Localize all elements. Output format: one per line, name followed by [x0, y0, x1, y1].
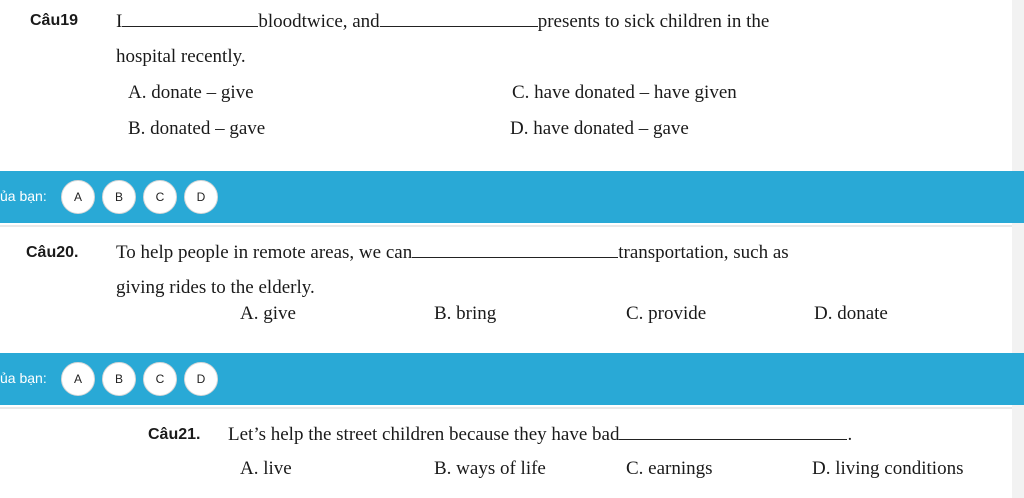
answer-choice-c[interactable]: C	[143, 180, 177, 214]
q20-number: Câu20.	[26, 244, 79, 261]
q21-option-b: B. ways of life	[434, 458, 546, 479]
answer-choice-d[interactable]: D	[184, 362, 218, 396]
q21-stem-start: Let’s help the street children because they have bad	[228, 424, 620, 445]
q19-blank-1	[122, 10, 258, 27]
q21-option-c: C. earnings	[626, 458, 713, 479]
divider	[0, 407, 1012, 409]
q20-option-a: A. give	[240, 303, 296, 324]
q19-number: Câu19	[30, 12, 79, 29]
answer-band-q20	[0, 353, 1024, 405]
q19-blank-2	[380, 10, 538, 27]
q20-option-b: B. bring	[434, 303, 497, 324]
q19-stem-start: I	[116, 11, 123, 32]
answer-band-label: ủa bạn:	[0, 188, 47, 204]
answer-choice-a[interactable]: A	[61, 180, 95, 214]
q19-stem-end: presents to sick children in the	[537, 11, 770, 32]
q19-stem-line2: hospital recently.	[116, 46, 246, 67]
answer-band-q19	[0, 171, 1024, 223]
q20-stem-line1	[116, 241, 789, 264]
q19-option-d: D. have donated – gave	[510, 118, 689, 139]
q20-stem-start: To help people in remote areas, we can	[116, 242, 413, 263]
answer-choice-a[interactable]: A	[61, 362, 95, 396]
q20-option-c: C. provide	[626, 303, 707, 324]
q20-blank	[412, 241, 618, 258]
answer-choice-d[interactable]: D	[184, 180, 218, 214]
q21-number: Câu21.	[148, 426, 201, 443]
q20-stem-line2: giving rides to the elderly.	[116, 277, 315, 298]
answer-choice-c[interactable]: C	[143, 362, 177, 396]
q19-option-a: A. donate – give	[128, 82, 254, 103]
q21-option-d: D. living conditions	[812, 458, 964, 479]
answer-choice-b[interactable]: B	[102, 362, 136, 396]
q19-stem-line1	[116, 10, 769, 33]
q19-option-c: C. have donated – have given	[512, 82, 737, 103]
q21-blank	[619, 423, 847, 440]
q19-stem-mid: bloodtwice, and	[258, 11, 380, 32]
q21-stem-line1	[228, 423, 852, 446]
q19-option-b: B. donated – gave	[128, 118, 266, 139]
q20-option-d: D. donate	[814, 303, 888, 324]
q21-option-a: A. live	[240, 458, 292, 479]
right-scroll-edge	[1012, 0, 1024, 498]
q20-stem-end: transportation, such as	[618, 242, 789, 263]
answer-choice-b[interactable]: B	[102, 180, 136, 214]
answer-band-label: ủa bạn:	[0, 370, 47, 386]
divider	[0, 225, 1012, 227]
q21-stem-end: .	[847, 424, 853, 445]
